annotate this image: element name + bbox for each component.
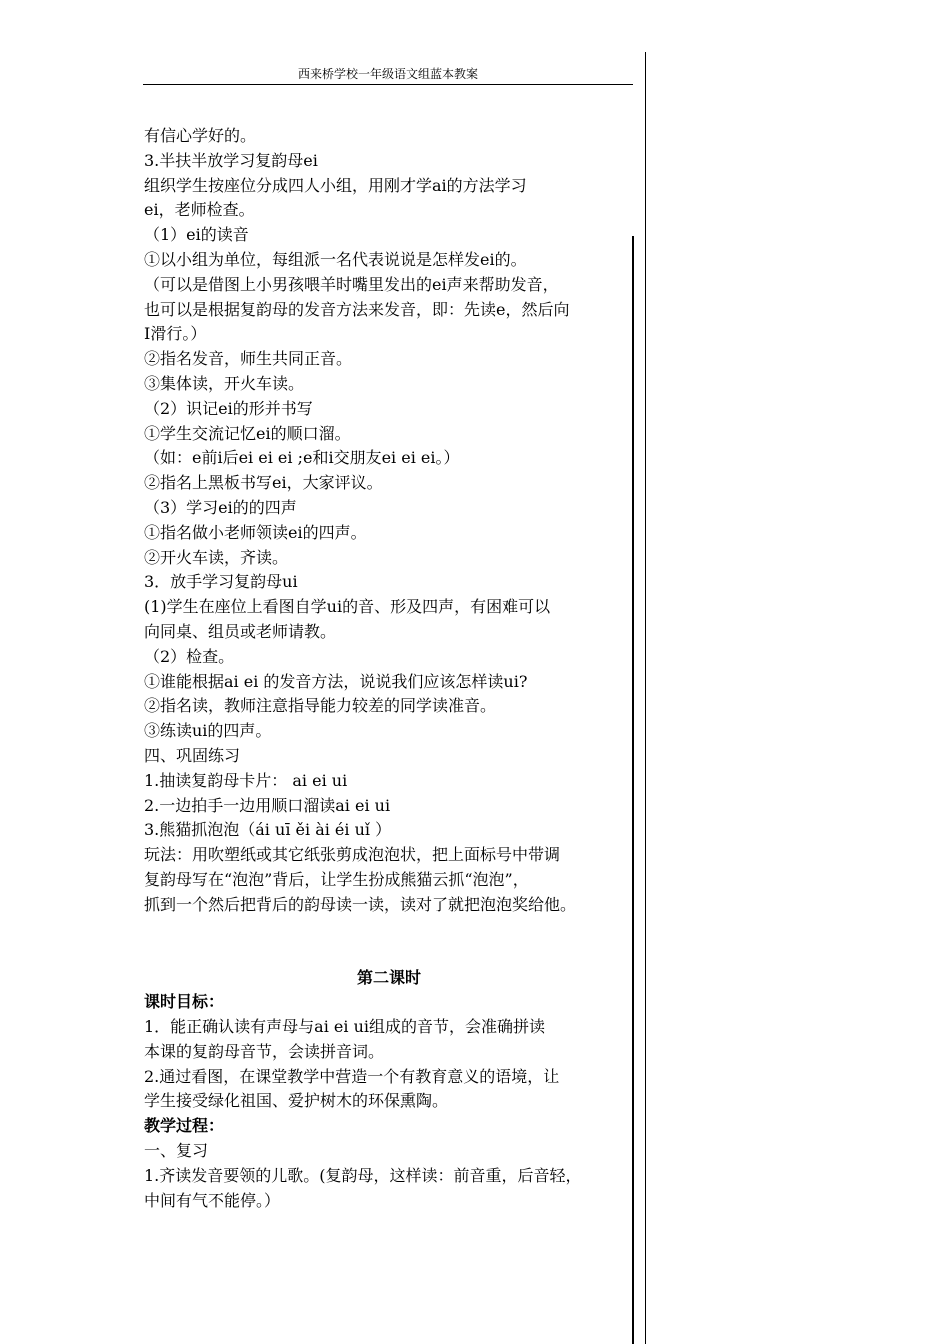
section-title: 第二课时 [356, 967, 421, 987]
body-line: ②开火车读，齐读。 [144, 547, 289, 567]
body-line: ①以小组为单位，每组派一名代表说说是怎样发ei的。 [144, 249, 527, 269]
body-line: 2.一边拍手一边用顺口溜读ai ei ui [144, 795, 391, 815]
body-line: 也可以是根据复韵母的发音方法来发音，即：先读e，然后向 [144, 299, 570, 319]
process-heading: 教学过程： [144, 1116, 225, 1136]
body-line: 3.熊猫抓泡泡（ái uī ěi ài éi uǐ ） [144, 820, 392, 840]
body-line: (1)学生在座位上看图自学ui的音、形及四声，有困难可以 [144, 597, 551, 617]
body-line: （2）识记ei的形并书写 [144, 398, 313, 418]
process-line: 中间有气不能停。） [144, 1190, 281, 1210]
page-header: 西来桥学校一年级语文组蓝本教案 [143, 66, 633, 85]
body-line: ②指名发音，师生共同正音。 [144, 349, 353, 369]
body-line: I滑行。） [144, 324, 207, 344]
body-line: 抓到一个然后把背后的韵母读一读，读对了就把泡泡奖给他。 [144, 894, 577, 914]
body-line: （3）学习ei的的四声 [144, 497, 297, 517]
goals-line: 2.通过看图，在课堂教学中营造一个有教育意义的语境，让 [144, 1066, 560, 1086]
body-line: ①指名做小老师领读ei的四声。 [144, 522, 367, 542]
goals-line: 本课的复韵母音节，会读拼音词。 [144, 1041, 385, 1061]
vertical-rule-outer [645, 52, 646, 1344]
body-line: ①谁能根据ai ei 的发音方法，说说我们应该怎样读ui? [144, 671, 528, 691]
body-line: ②指名读，教师注意指导能力较差的同学读准音。 [144, 696, 497, 716]
body-line: 复韵母写在“泡泡”背后，让学生扮成熊猫云抓“泡泡”， [144, 869, 529, 889]
body-line: 有信心学好的。 [144, 126, 257, 145]
process-line: 一、复习 [144, 1141, 209, 1161]
body-line: 组织学生按座位分成四人小组，用刚才学ai的方法学习 [144, 175, 527, 195]
body-line: （1）ei的读音 [144, 225, 249, 245]
body-line: 3．放手学习复韵母ui [144, 572, 298, 592]
body-line: （可以是借图上小男孩喂羊时嘴里发出的ei声来帮助发音， [144, 274, 559, 294]
document-body [144, 124, 644, 1213]
body-line: 1.抽读复韵母卡片： ai ei ui [144, 770, 348, 790]
body-line: （如：e前i后ei ei ei ;e和i交朋友ei ei ei。） [144, 448, 460, 468]
goals-line: 1．能正确认读有声母与ai ei ui组成的音节，会准确拼读 [144, 1017, 546, 1037]
goals-heading: 课时目标： [144, 992, 225, 1012]
body-line: 玩法：用吹塑纸或其它纸张剪成泡泡状，把上面标号中带调 [144, 845, 561, 865]
body-line: （2）检查。 [144, 646, 235, 666]
body-line: ③练读ui的四声。 [144, 721, 272, 741]
body-line: ei，老师检查。 [144, 200, 255, 220]
body-line: 向同桌、组员或老师请教。 [144, 621, 337, 641]
body-line: 四、巩固练习 [144, 745, 241, 765]
body-line: ①学生交流记忆ei的顺口溜。 [144, 423, 351, 443]
body-line: ②指名上黑板书写ei，大家评议。 [144, 473, 383, 493]
goals-line: 学生接受绿化祖国、爱护树木的环保熏陶。 [144, 1091, 449, 1111]
body-line: ③集体读，开火车读。 [144, 373, 305, 393]
process-line: 1.齐读发音要领的儿歌。(复韵母，这样读：前音重，后音轻， [144, 1165, 582, 1185]
section-gap [144, 918, 644, 966]
body-line: 3.半扶半放学习复韵母ei [144, 150, 318, 170]
